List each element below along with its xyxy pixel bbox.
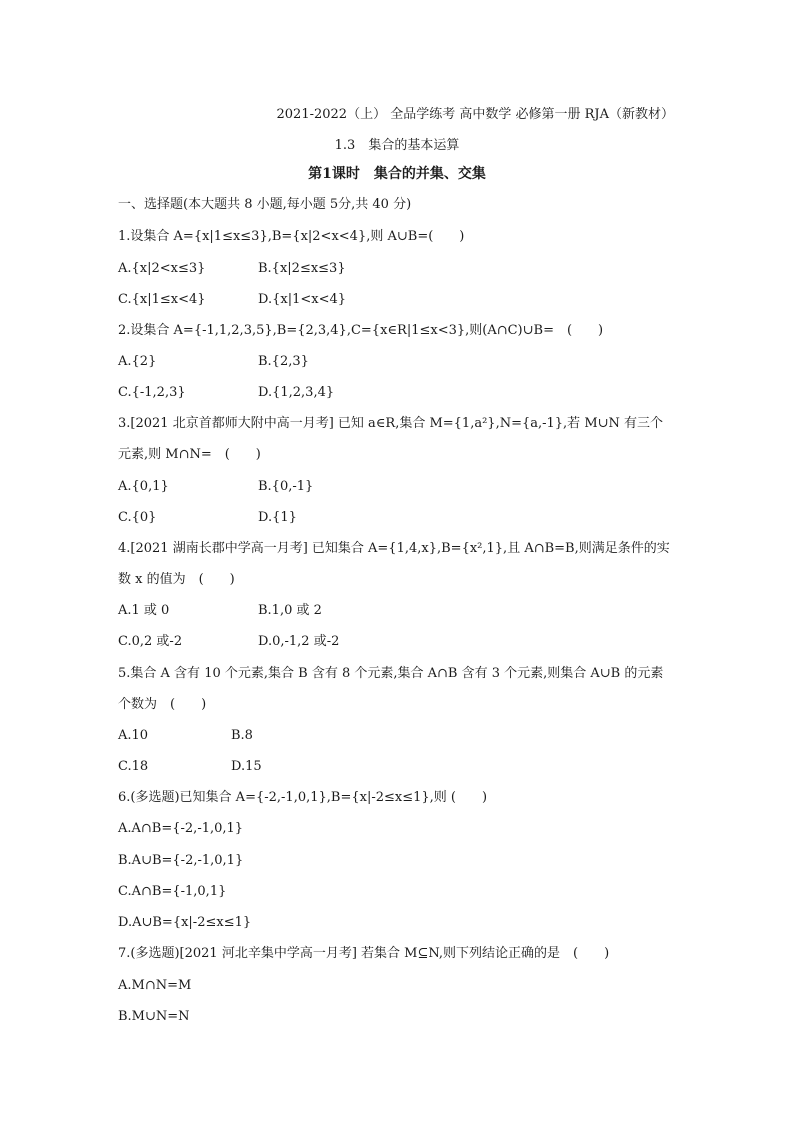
question-2-option-b: B.{2,3} [258, 354, 309, 369]
question-5-option-a: A.10 [118, 728, 149, 743]
question-2-option-d: D.{1,2,3,4} [258, 385, 335, 400]
question-5-option-b: B.8 [231, 728, 253, 743]
question-1-option-b: B.{x|2≤x≤3} [258, 261, 346, 276]
question-6-option-c: C.A∩B={-1,0,1} [118, 884, 227, 899]
question-3-option-c: C.{0} [118, 510, 157, 525]
question-4-option-a: A.1 或 0 [118, 603, 170, 618]
question-7-option-b: B.M∪N=N [118, 1009, 190, 1024]
question-6-option-a: A.A∩B={-2,-1,0,1} [118, 821, 244, 836]
question-7-stem: 7.(多选题)[2021 河北辛集中学高一月考] 若集合 M⊆N,则下列结论正确的是 ( ) [118, 946, 610, 961]
question-5-stem-line1: 5.集合 A 含有 10 个元素,集合 B 含有 8 个元素,集合 A∩B 含有 3 个元素,则集合 A∪B 的元素 [118, 666, 664, 681]
question-2-stem: 2.设集合 A={-1,1,2,3,5},B={2,3,4},C={x∈R|1≤x<3},则(A∩C)∪B= ( ) [118, 323, 604, 338]
question-2-option-a: A.{2} [118, 354, 157, 369]
question-2-option-c: C.{-1,2,3} [118, 385, 186, 400]
question-4-option-c: C.0,2 或-2 [118, 634, 183, 649]
question-3-option-b: B.{0,-1} [258, 479, 314, 494]
question-1-stem: 1.设集合 A={x|1≤x≤3},B={x|2<x<4},则 A∪B=( ) [118, 229, 465, 244]
question-6-option-b: B.A∪B={-2,-1,0,1} [118, 853, 244, 868]
question-4-option-d: D.0,-1,2 或-2 [258, 634, 340, 649]
question-3-option-d: D.{1} [258, 510, 297, 525]
question-3-stem-line1: 3.[2021 北京首都师大附中高一月考] 已知 a∈R,集合 M={1,a²},N={a,-1},若 M∪N 有三个 [118, 416, 664, 431]
question-1-option-d: D.{x|1<x<4} [258, 292, 347, 307]
question-6-option-d: D.A∪B={x|-2≤x≤1} [118, 915, 252, 930]
section-title: 1.3 集合的基本运算 [334, 138, 460, 153]
question-4-stem-line1: 4.[2021 湖南长郡中学高一月考] 已知集合 A={1,4,x},B={x²,1},且 A∩B=B,则满足条件的实 [118, 541, 670, 556]
question-6-stem: 6.(多选题)已知集合 A={-2,-1,0,1},B={x|-2≤x≤1},则 ( ) [118, 790, 488, 805]
question-5-option-d: D.15 [231, 759, 262, 774]
question-5-stem-line2: 个数为 ( ) [118, 697, 207, 712]
question-5-option-c: C.18 [118, 759, 149, 774]
question-4-option-b: B.1,0 或 2 [258, 603, 322, 618]
running-header: 2021-2022（上） 全品学练考 高中数学 必修第一册 RJA（新教材） [276, 107, 674, 122]
question-3-option-a: A.{0,1} [118, 479, 169, 494]
question-1-option-a: A.{x|2<x≤3} [118, 261, 206, 276]
question-3-stem-line2: 元素,则 M∩N= ( ) [118, 447, 261, 462]
question-7-option-a: A.M∩N=M [118, 978, 192, 993]
lesson-title: 第1课时 集合的并集、交集 [308, 166, 486, 182]
question-4-stem-line2: 数 x 的值为 ( ) [118, 572, 235, 587]
question-1-option-c: C.{x|1≤x<4} [118, 292, 206, 307]
part-heading: 一、选择题(本大题共 8 小题,每小题 5分,共 40 分) [118, 197, 412, 212]
